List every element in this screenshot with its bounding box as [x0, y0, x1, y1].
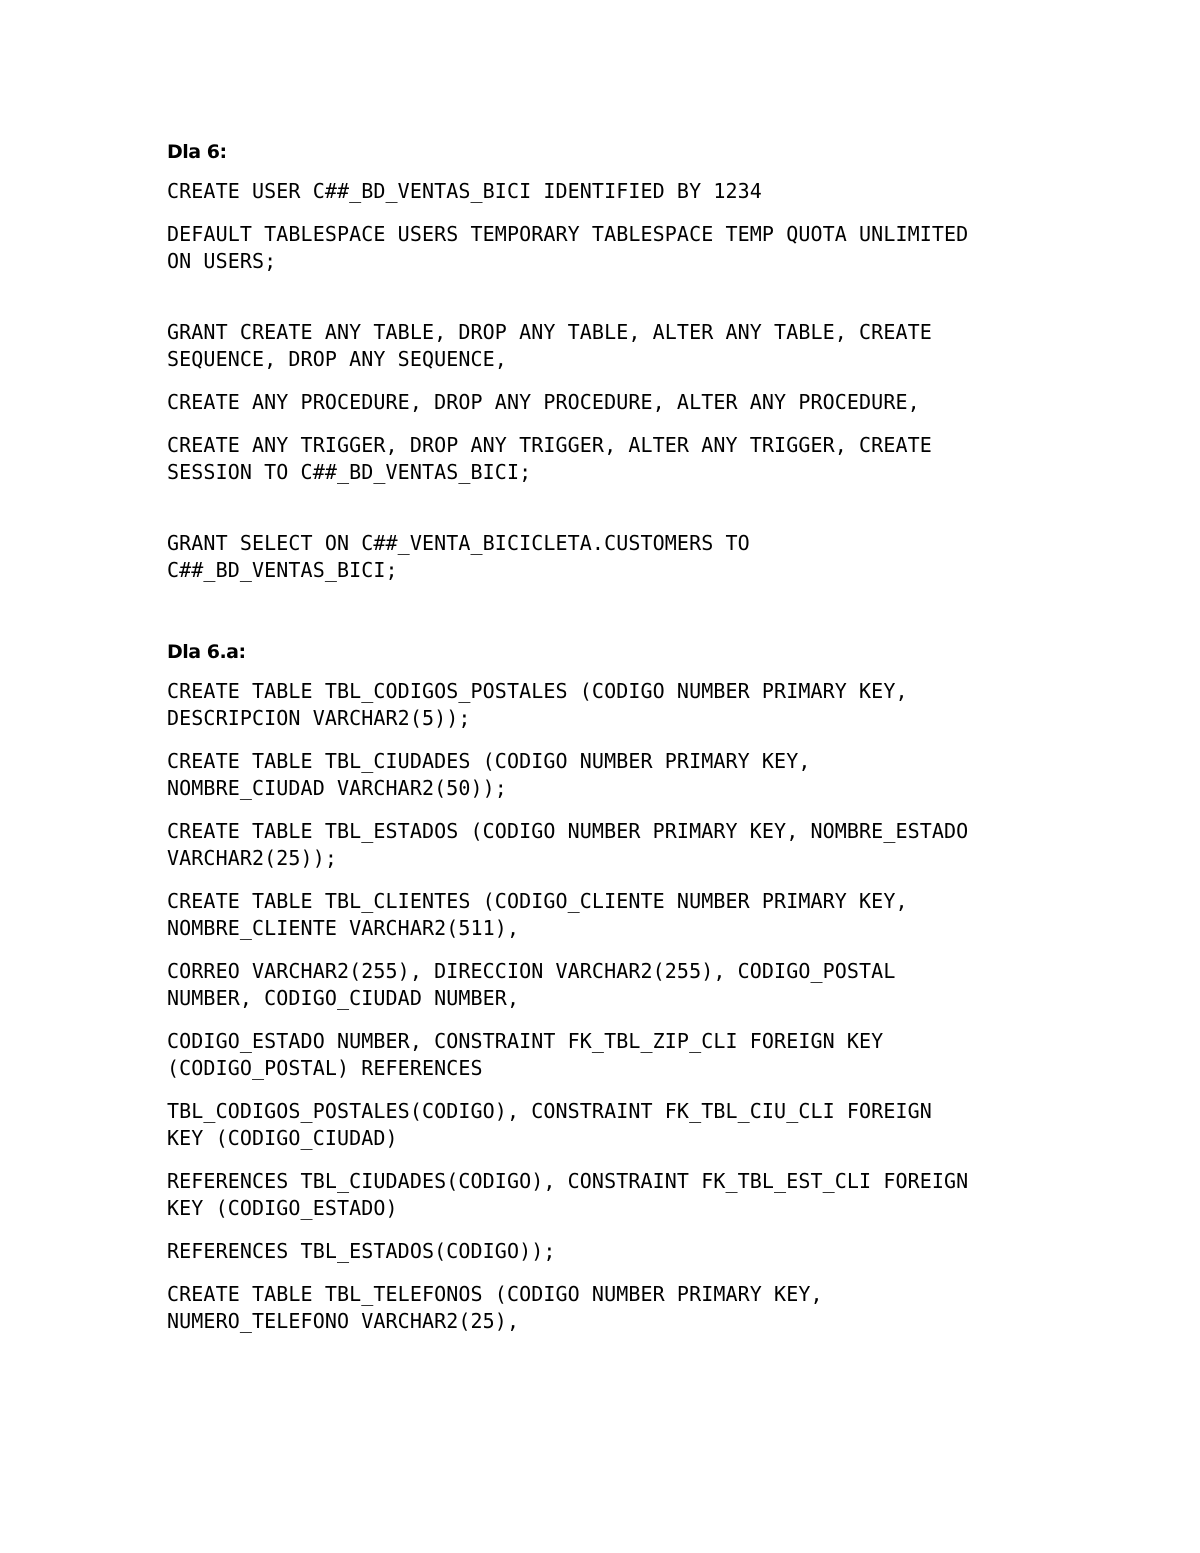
document-content [167, 138, 1047, 1351]
sql-clientes-fk-zip: CODIGO_ESTADO NUMBER, CONSTRAINT FK_TBL_ZIP_CLI FOREIGN KEY (CODIGO_POSTAL) REFERENCES [167, 1029, 884, 1080]
sql-clientes-fk-ciudad: TBL_CODIGOS_POSTALES(CODIGO), CONSTRAINT FK_TBL_CIU_CLI FOREIGN KEY (CODIGO_CIUDAD) [167, 1099, 932, 1150]
section-heading-dia-6a: Dla 6.a: [167, 641, 246, 663]
sql-grant-select: GRANT SELECT ON C##_VENTA_BICICLETA.CUSTOMERS TO C##_BD_VENTAS_BICI; [167, 531, 750, 582]
sql-default-tablespace: DEFAULT TABLESPACE USERS TEMPORARY TABLESPACE TEMP QUOTA UNLIMITED ON USERS; [167, 222, 969, 273]
sql-grant-trigger-session: CREATE ANY TRIGGER, DROP ANY TRIGGER, ALTER ANY TRIGGER, CREATE SESSION TO C##_BD_VENTAS_BICI; [167, 433, 932, 484]
sql-create-ciudades: CREATE TABLE TBL_CIUDADES (CODIGO NUMBER PRIMARY KEY, NOMBRE_CIUDAD VARCHAR2(50)); [167, 749, 811, 800]
sql-create-estados: CREATE TABLE TBL_ESTADOS (CODIGO NUMBER PRIMARY KEY, NOMBRE_ESTADO VARCHAR2(25)); [167, 819, 969, 870]
sql-grant-procedure: CREATE ANY PROCEDURE, DROP ANY PROCEDURE, ALTER ANY PROCEDURE, [167, 390, 920, 414]
sql-clientes-end: REFERENCES TBL_ESTADOS(CODIGO)); [167, 1239, 556, 1263]
sql-create-telefonos: CREATE TABLE TBL_TELEFONOS (CODIGO NUMBER PRIMARY KEY, NUMERO_TELEFONO VARCHAR2(25), [167, 1282, 823, 1333]
sql-create-user: CREATE USER C##_BD_VENTAS_BICI IDENTIFIED BY 1234 [167, 179, 762, 203]
section-heading-dia-6: Dla 6: [167, 141, 227, 163]
sql-grant-table-sequence: GRANT CREATE ANY TABLE, DROP ANY TABLE, ALTER ANY TABLE, CREATE SEQUENCE, DROP ANY SEQUENCE, [167, 320, 932, 371]
sql-clientes-fk-estado: REFERENCES TBL_CIUDADES(CODIGO), CONSTRAINT FK_TBL_EST_CLI FOREIGN KEY (CODIGO_ESTADO) [167, 1169, 969, 1220]
sql-clientes-columns: CORREO VARCHAR2(255), DIRECCION VARCHAR2(255), CODIGO_POSTAL NUMBER, CODIGO_CIUDAD NUMBER, [167, 959, 896, 1010]
sql-create-codigos-postales: CREATE TABLE TBL_CODIGOS_POSTALES (CODIGO NUMBER PRIMARY KEY, DESCRIPCION VARCHAR2(5)); [167, 679, 908, 730]
sql-create-clientes: CREATE TABLE TBL_CLIENTES (CODIGO_CLIENTE NUMBER PRIMARY KEY, NOMBRE_CLIENTE VARCHAR2(511), [167, 889, 908, 940]
